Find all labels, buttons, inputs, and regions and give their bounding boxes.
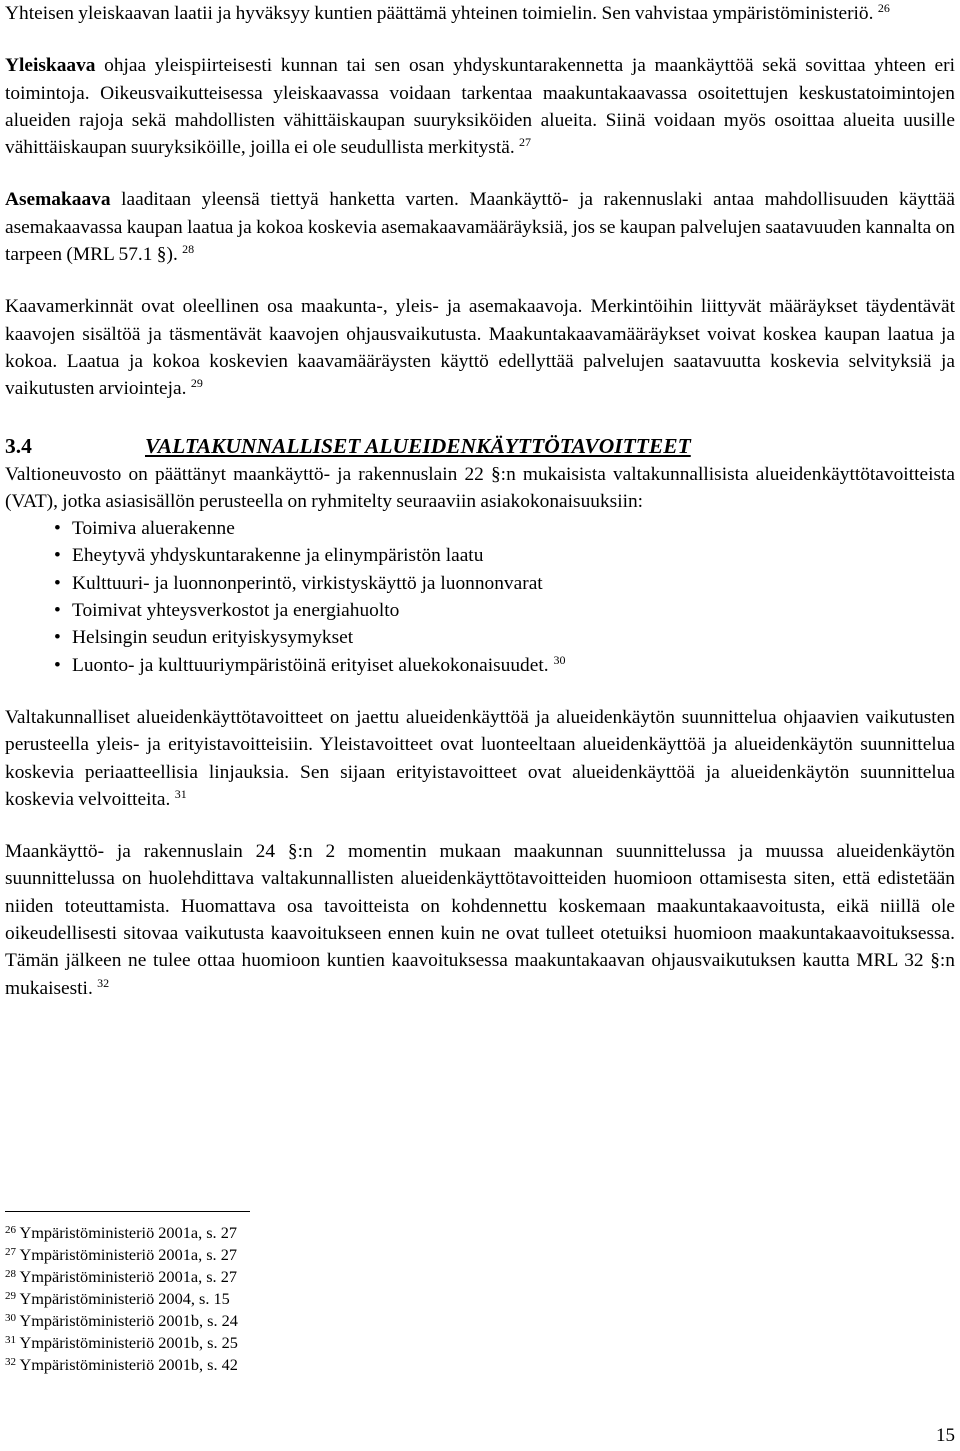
paragraph-valtioneuvosto: Valtioneuvosto on päättänyt maankäyttö- ja rakennuslain 22 §:n mukaisista valtakunnallisista alueidenkäyttötavoitteista (VAT), jotka asiasisällön perusteella on ryhmitelty seuraaviin asiakokonaisuuksiin: [5, 463, 955, 512]
section-title: VALTAKUNNALLISET ALUEIDENKÄYTTÖTAVOITTEET [145, 433, 691, 458]
footnote-ref: 31 [174, 786, 187, 801]
footnote-ref: 29 [190, 376, 203, 391]
bullet-glyph: • [54, 545, 61, 567]
footnote: $^{31}$ Ympäristöministeriö 2001b, s. 25 [5, 1333, 238, 1352]
list-item: • Helsingin seudun erityiskysymykset [54, 624, 955, 651]
footnote-ref: 27 [519, 135, 532, 150]
footnote-ref: 32 [97, 975, 110, 990]
footnote: $^{29}$ Ympäristöministeriö 2004, s. 15 [5, 1289, 230, 1308]
bullet-glyph: • [54, 572, 61, 594]
bullet-glyph: • [54, 518, 61, 540]
footnote: $^{26}$ Ympäristöministeriö 2001a, s. 27 [5, 1223, 237, 1242]
footnotes [5, 1222, 238, 1376]
bullet-glyph: • [54, 600, 61, 622]
footnote-ref: 28 [182, 242, 195, 257]
section-number: 3.4 [5, 433, 32, 458]
main-text [5, 0, 955, 1002]
footnote-ref: 30 [553, 652, 566, 667]
footnote-divider [5, 1211, 250, 1212]
section-heading [5, 432, 955, 461]
term-asemakaava: Asemakaava [5, 189, 111, 211]
page-number: 15 [936, 1425, 955, 1446]
bullet-list [5, 515, 955, 679]
list-item: • Eheytyvä yhdyskuntarakenne ja elinympäristön laatu [54, 542, 955, 569]
list-item: • Luonto- ja kulttuuriympäristöinä erityiset aluekokonaisuudet. $^{30}$ [54, 652, 955, 679]
paragraph-kaavamerkinnat: Kaavamerkinnät ovat oleellinen osa maakunta-, yleis- ja asemakaavoja. Merkintöihin liittyvät määräykset täydentävät kaavojen sisältöä ja täsmentävät kaavojen ohjausvaikutusta. Maakuntakaavamääräykset voivat koskea kaupan laatua ja kokoa. Laatua ja kokoa koskevien kaavamääräysten käyttö edellyttää palvelujen saatavuutta koskevia selvityksiä ja vaikutusten arviointeja. $^{29}$ [5, 296, 955, 400]
footnote: $^{27}$ Ympäristöministeriö 2001a, s. 27 [5, 1245, 237, 1264]
term-yleiskaava: Yleiskaava [5, 55, 96, 77]
list-item: • Toimiva aluerakenne [54, 515, 955, 542]
paragraph-yleiskaava: Yleiskaava ohjaa yleispiirteisesti kunnan tai sen osan yhdyskuntarakennetta ja maankäyttöä sekä sovittaa yhteen eri toimintoja. Oikeusvaikutteisessa yleiskaavassa voidaan tarkentaa maakuntakaavassa osoitettujen keskustatoimintojen alueiden rajoja sekä mahdollisten vähittäiskaupan suuryksiköiden alueita. Siinä voidaan myös osoittaa alueita uusille vähittäiskaupan suuryksiköille, joilla ei ole seudullista merkitystä. $^{27}$ [5, 55, 955, 159]
paragraph-yhteinen-yleiskaava: Yhteisen yleiskaavan laatii ja hyväksyy kuntien päättämä yhteinen toimielin. Sen vahvistaa ympäristöministeriö. $^{26}$ [5, 1, 890, 24]
paragraph-asemakaava: Asemakaava laaditaan yleensä tiettyä hanketta varten. Maankäyttö- ja rakennuslaki antaa mahdollisuuden käyttää asemakaavassa kaupan laatua ja kokoa koskevia asemakaavamääräyksiä, jos se kaupan palvelujen saatavuuden kannalta on tarpeen (MRL 57.1 §). $^{28}$ [5, 189, 955, 266]
footnote: $^{30}$ Ympäristöministeriö 2001b, s. 24 [5, 1311, 238, 1330]
footnote-ref: 26 [877, 1, 890, 15]
paragraph-tavoitteet-jako: Valtakunnalliset alueidenkäyttötavoitteet on jaettu alueidenkäyttöä ja alueidenkäytön suunnittelua ohjaavien vaikutusten perusteella yleis- ja erityistavoitteisiin. Yleistavoitteet ovat luonteeltaan alueidenkäyttöä ja alueidenkäytön suunnittelua koskevia periaatteellisia linjauksia. Sen sijaan erityistavoitteet ovat alueidenkäyttöä ja alueidenkäytön suunnittelua koskevia velvoitteita. $^{31}$ [5, 706, 955, 810]
list-item: • Toimivat yhteysverkostot ja energiahuolto [54, 597, 955, 624]
paragraph-mrl-24: Maankäyttö- ja rakennuslain 24 §:n 2 momentin mukaan maakunnan suunnittelussa ja muussa alueidenkäytön suunnittelussa on huolehdittava valtakunnallisten alueidenkäyttötavoitteiden huomioon ottamisesta siten, että edistetään niiden toteuttamista. Huomattava osa tavoitteista on kohdennettu koskemaan maakuntakaavoitusta, eikä niillä ole oikeudellisesti sitovaa vaikutusta kaavoitukseen ennen kuin ne ovat tulleet otetuiksi huomioon maakuntakaavoituksessa. Tämän jälkeen ne tulee ottaa huomioon kuntien kaavoituksessa maakuntakaavan ohjausvaikutuksen kautta MRL 32 §:n mukaisesti. $^{32}$ [5, 841, 955, 999]
bullet-glyph: • [54, 627, 61, 649]
bullet-glyph: • [54, 654, 61, 676]
footnote: $^{28}$ Ympäristöministeriö 2001a, s. 27 [5, 1267, 237, 1286]
list-item: • Kulttuuri- ja luonnonperintö, virkistyskäyttö ja luonnonvarat [54, 570, 955, 597]
footnote: $^{32}$ Ympäristöministeriö 2001b, s. 42 [5, 1355, 238, 1374]
